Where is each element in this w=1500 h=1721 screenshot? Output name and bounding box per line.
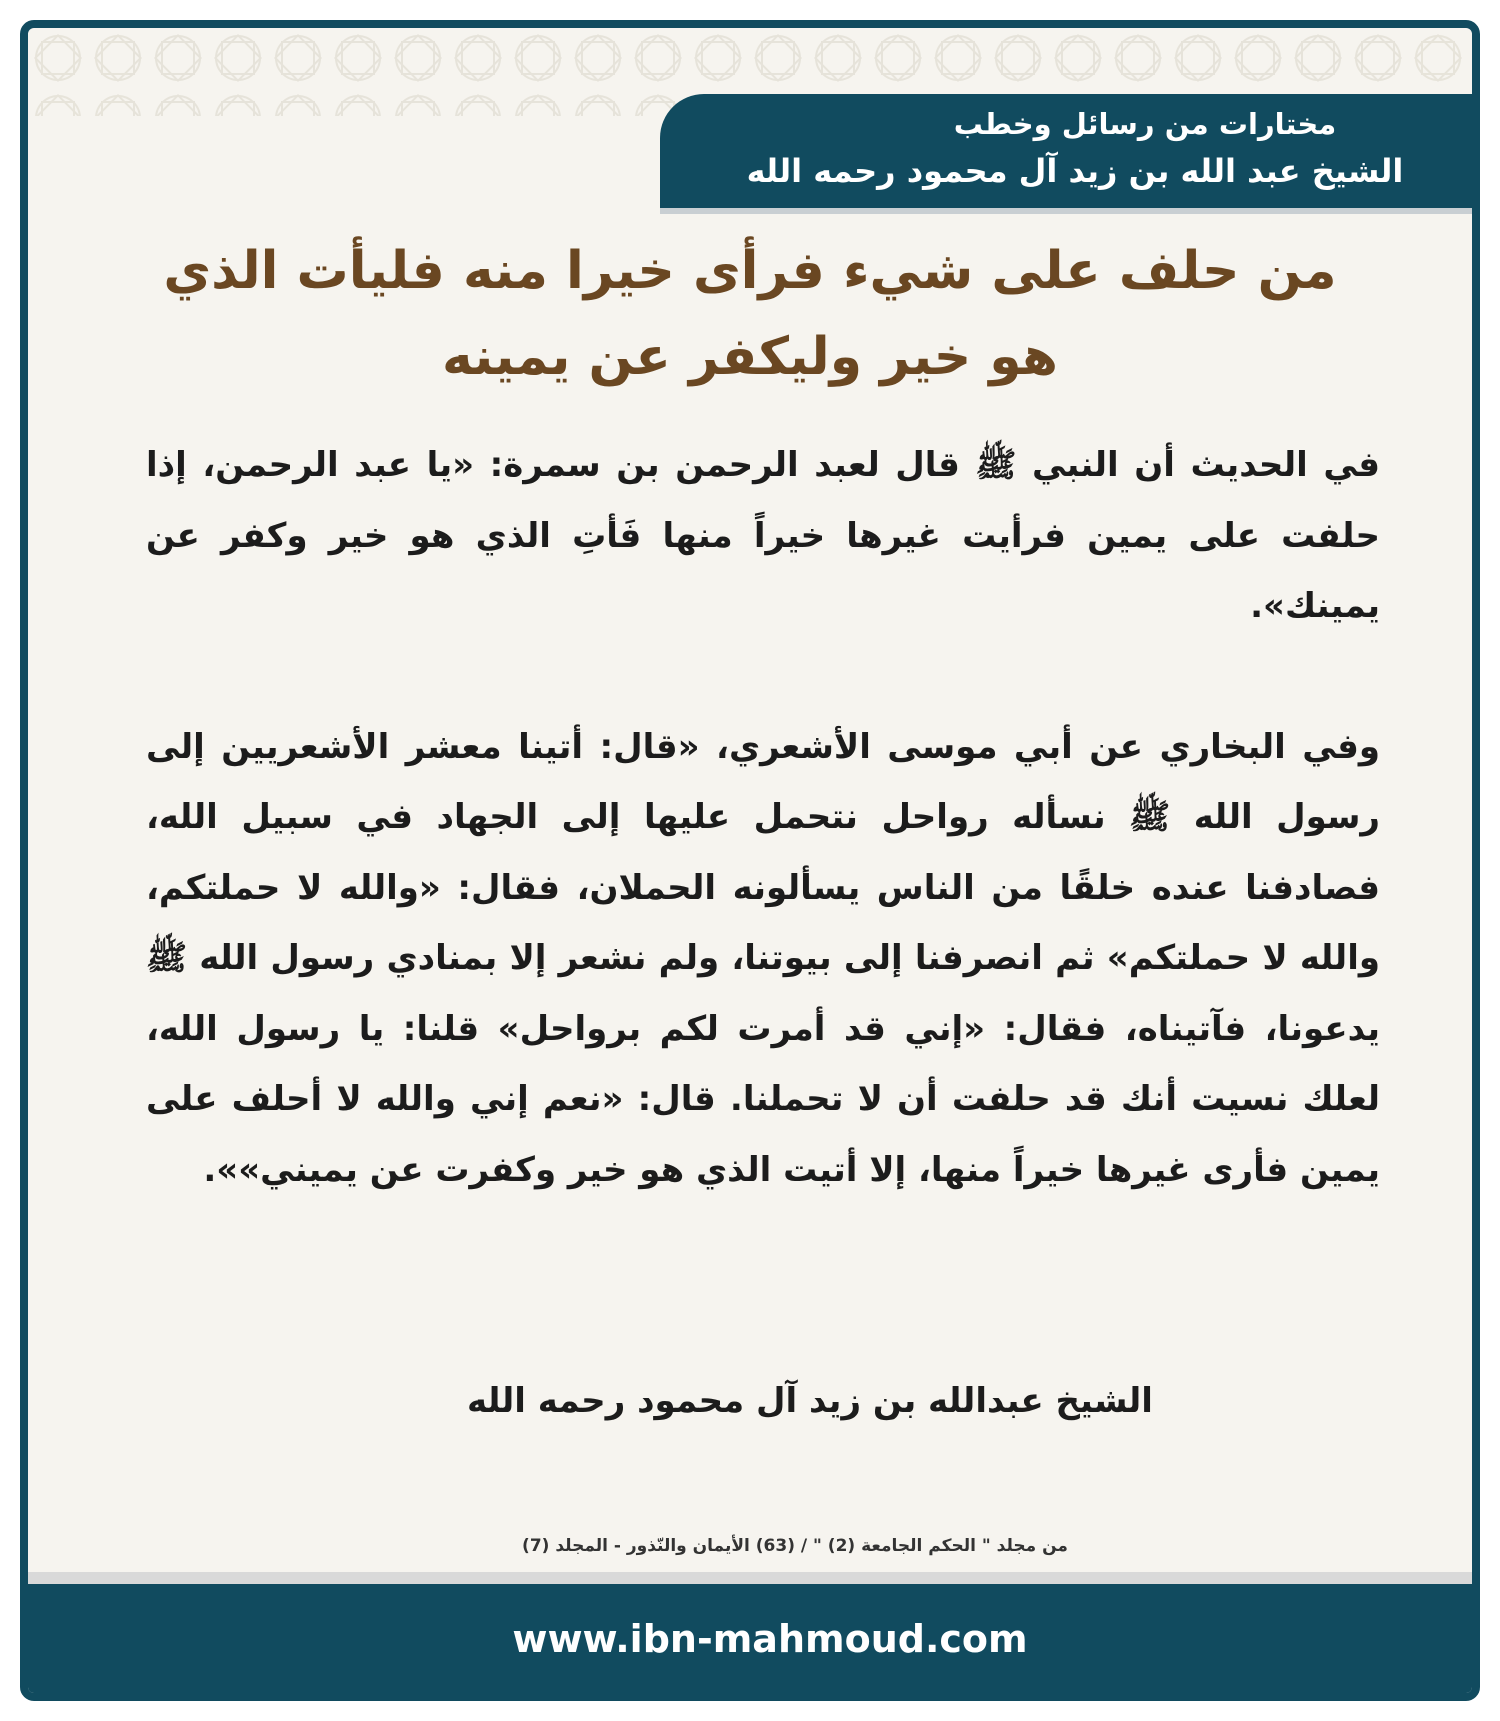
paragraph-1: في الحديث أن النبي ﷺ قال لعبد الرحمن بن سمرة: «يا عبد الرحمن، إذا حلفت على يمين فرأيت غيرها خيراً منها فَأتِ الذي هو خير وكفر عن يمينك». — [146, 445, 1380, 626]
title-line-1: من حلف على شيء فرأى خيرا منه فليأت الذي — [163, 241, 1337, 301]
footer-bar — [28, 1584, 1472, 1693]
footer-divider — [28, 1572, 1472, 1584]
page-frame — [20, 20, 1480, 1701]
website-link[interactable]: www.ibn-mahmoud.com — [512, 1617, 1028, 1661]
page-title — [118, 228, 1382, 400]
header-banner — [660, 94, 1480, 214]
title-line-2: هو خير وليكفر عن يمينه — [442, 327, 1058, 387]
header-line-1: مختارات من رسائل وخطب — [953, 107, 1337, 141]
article-body — [146, 430, 1380, 1205]
source-citation: من مجلد " الحكم الجامعة (2) " / (63) الأيمان والنّذور - المجلد (7) — [522, 1536, 1068, 1556]
header-line-2: الشيخ عبد الله بن زيد آل محمود رحمه الله — [746, 152, 1404, 190]
author-signature: الشيخ عبدالله بن زيد آل محمود رحمه الله — [467, 1381, 1153, 1421]
paragraph-2: وفي البخاري عن أبي موسى الأشعري، «قال: أتينا معشر الأشعريين إلى رسول الله ﷺ نسأله رواحل نتحمل عليها إلى الجهاد في سبيل الله، فصادفنا عنده خلقًا من الناس يسألونه الحملان، فقال: «والله لا حملتكم، والله لا حملتكم» ثم انصرفنا إلى بيوتنا، ولم نشعر إلا بمنادي رسول الله ﷺ يدعونا، فآتيناه، فقال: «إني قد أمرت لكم برواحل» قلنا: يا رسول الله، لعلك نسيت أنك قد حلفت أن لا تحملنا. قال: «نعم إني والله لا أحلف على يمين فأرى غيرها خيراً منها، إلا أتيت الذي هو خير وكفرت عن يميني»». — [146, 726, 1380, 1190]
